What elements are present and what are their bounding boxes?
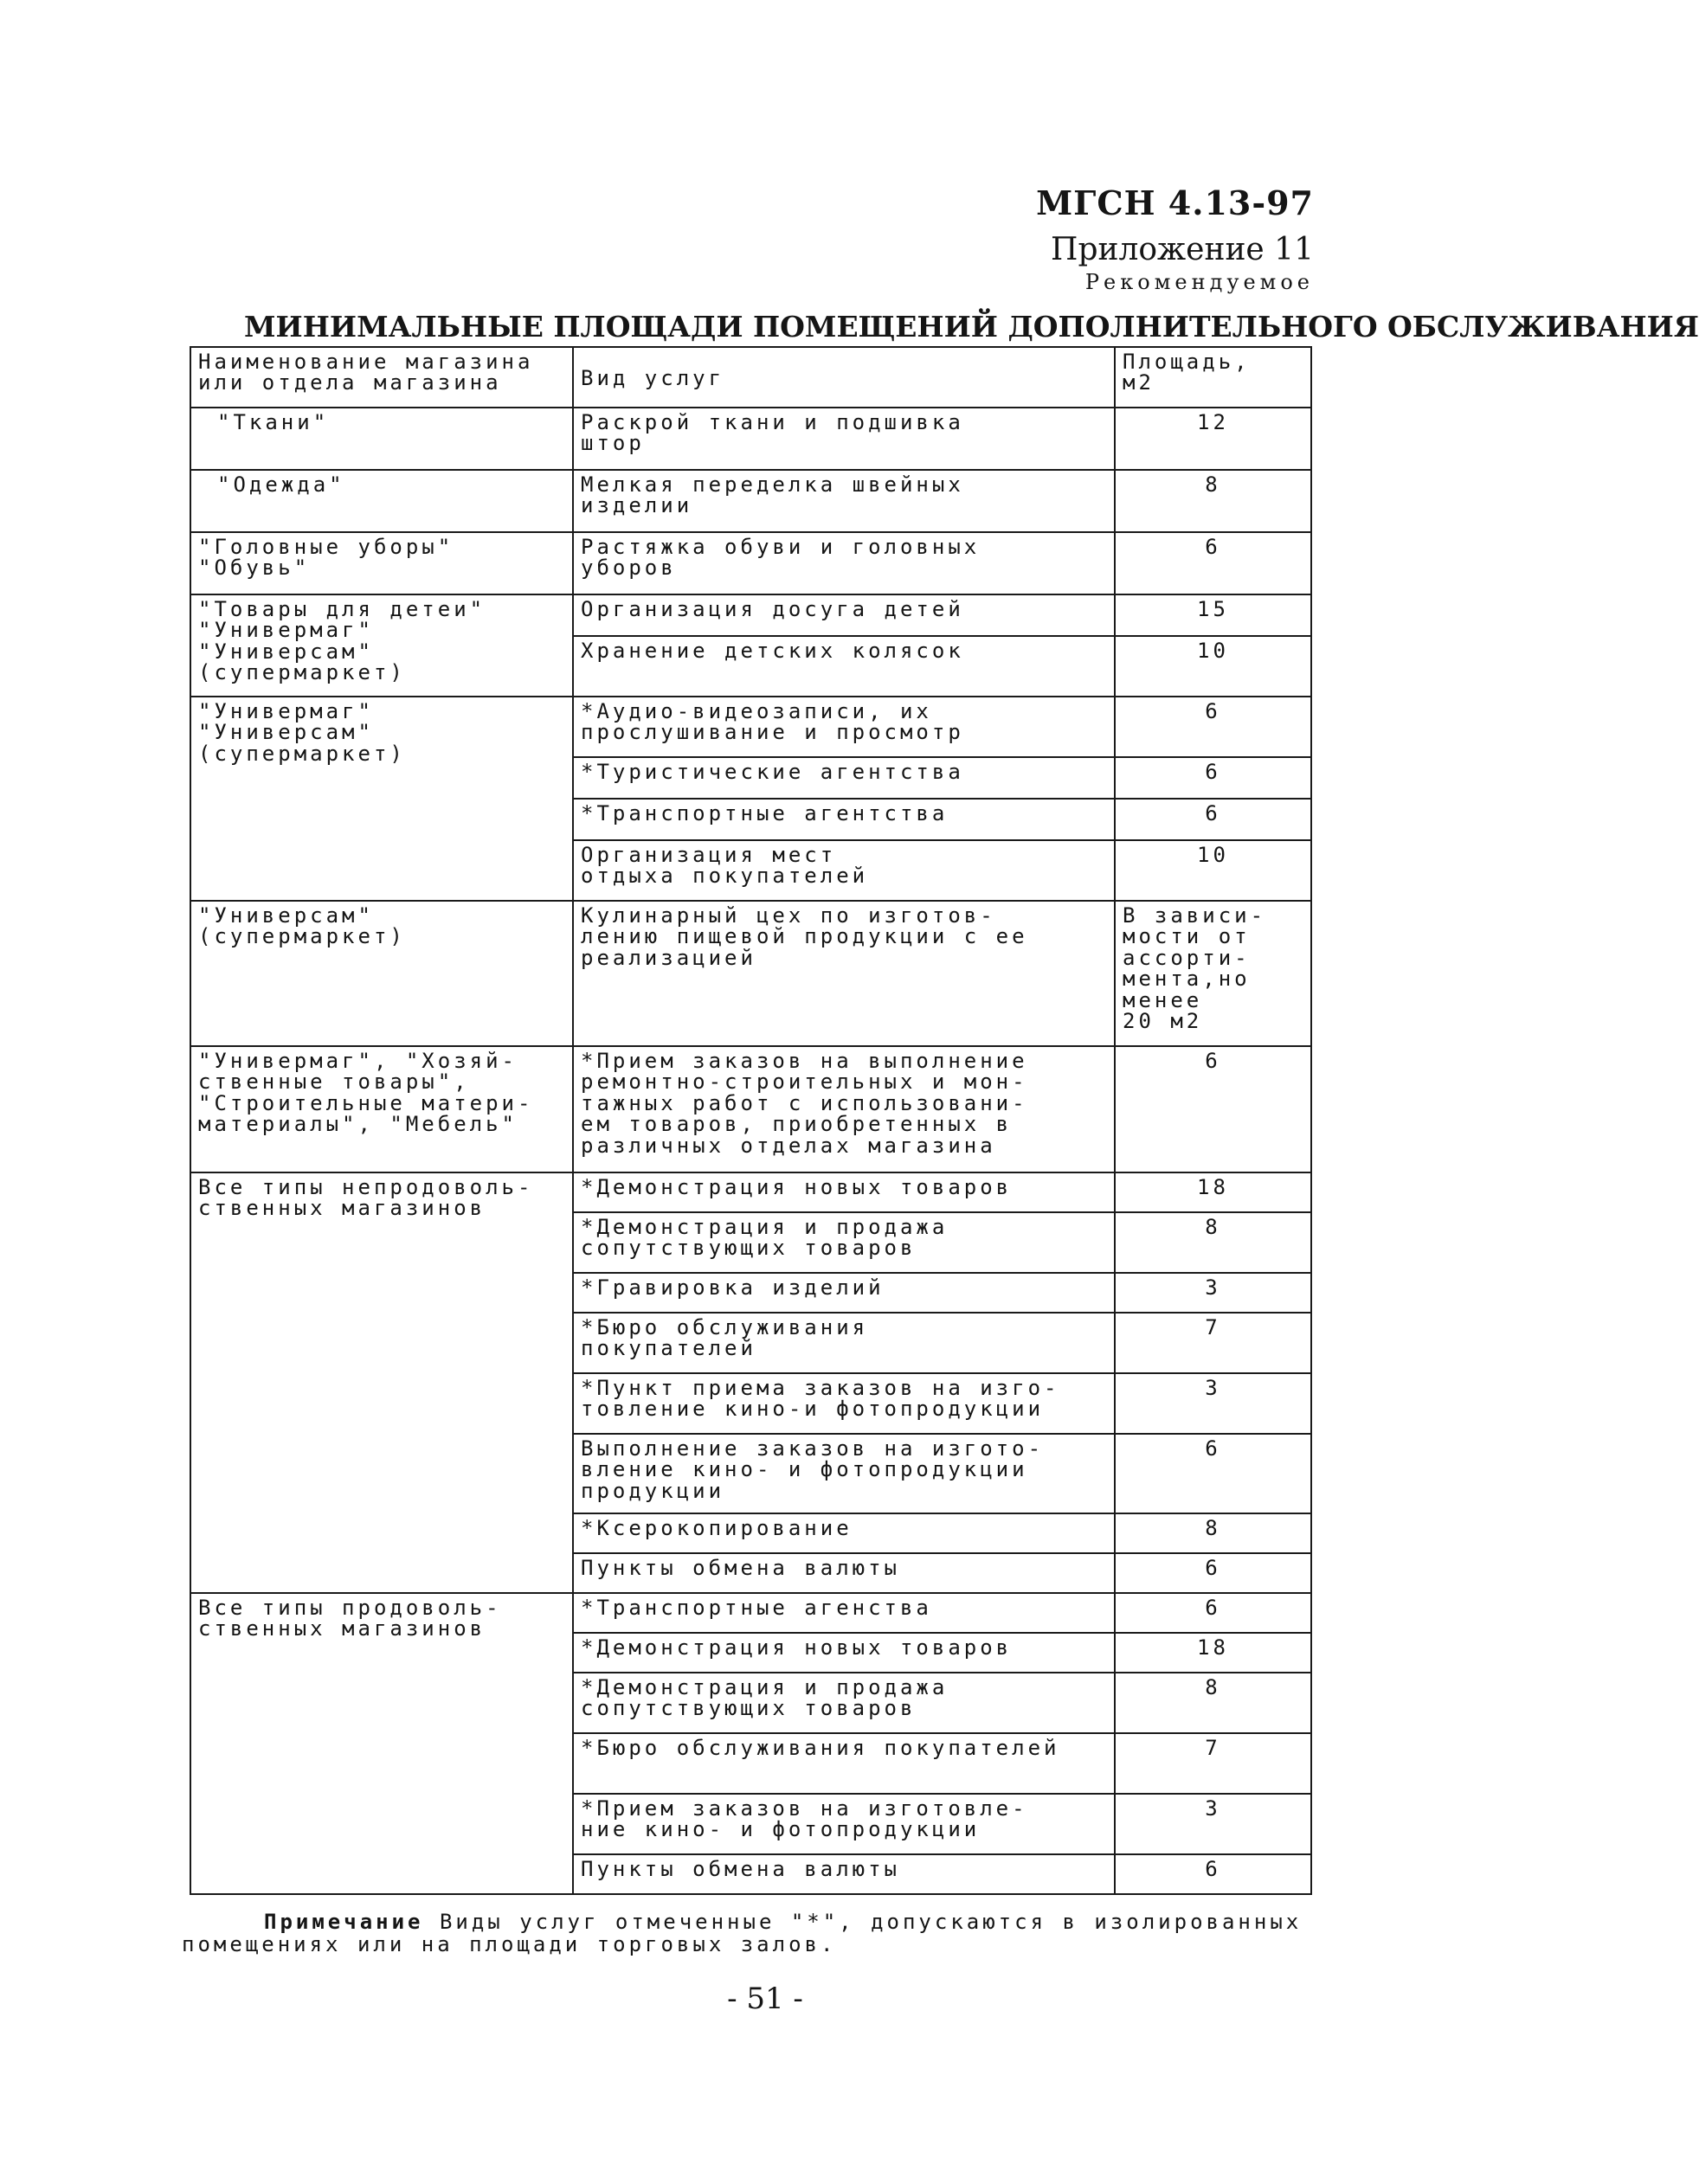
store-name-cell: "Ткани": [190, 408, 573, 470]
area-value-cell: 7: [1115, 1733, 1311, 1794]
table-body: [190, 408, 1311, 1894]
service-name-cell: Выполнение заказов на изгото- вление кино- и фотопродукции продукции: [573, 1434, 1115, 1513]
table-row: [190, 532, 1311, 594]
area-value-cell: 6: [1115, 799, 1311, 840]
service-name-cell: Раскрой ткани и подшивка штор: [573, 408, 1115, 470]
store-name-cell: "Товары для детеи" "Универмаг" "Универсам" (супермаркет): [190, 594, 573, 697]
service-name-cell: Организация мест отдыха покупателей: [573, 840, 1115, 901]
area-value-cell: 6: [1115, 532, 1311, 594]
service-name-cell: *Демонстрация новых товаров: [573, 1633, 1115, 1673]
service-name-cell: *Ксерокопирование: [573, 1513, 1115, 1553]
table-header: [190, 347, 1311, 408]
service-name-cell: *Туристические агентства: [573, 757, 1115, 799]
area-value-cell: 6: [1115, 1046, 1311, 1172]
service-name-cell: *Аудио-видеозаписи, их прослушивание и просмотр: [573, 697, 1115, 757]
area-value-cell: 6: [1115, 757, 1311, 799]
service-name-cell: Хранение детских колясок: [573, 636, 1115, 697]
service-name-cell: *Транспортные агентства: [573, 799, 1115, 840]
service-name-cell: Пункты обмена валюты: [573, 1854, 1115, 1894]
service-name-cell: *Прием заказов на изготовле- ние кино- и фотопродукции: [573, 1794, 1115, 1854]
table-row: [190, 594, 1311, 636]
area-value-cell: В зависи- мости от ассорти- мента,но менее 20 м2: [1115, 901, 1311, 1046]
table-row: [190, 697, 1311, 757]
store-name-cell: Все типы непродоволь- ственных магазинов: [190, 1172, 573, 1593]
column-header-store: Наименование магазина или отдела магазина: [190, 347, 573, 408]
column-header-service: Вид услуг: [573, 347, 1115, 408]
area-value-cell: 18: [1115, 1633, 1311, 1673]
area-value-cell: 6: [1115, 1854, 1311, 1894]
area-value-cell: 15: [1115, 594, 1311, 636]
store-name-cell: "Универмаг", "Хозяй- ственные товары", "Строительные матери- материалы", "Мебель": [190, 1046, 573, 1172]
area-value-cell: 8: [1115, 1673, 1311, 1733]
service-name-cell: *Пункт приема заказов на изго- товление кино-и фотопродукции: [573, 1373, 1115, 1434]
area-value-cell: 6: [1115, 697, 1311, 757]
area-value-cell: 3: [1115, 1373, 1311, 1434]
store-name-cell: "Одежда": [190, 470, 573, 532]
area-value-cell: 3: [1115, 1794, 1311, 1854]
table-row: [190, 1593, 1311, 1633]
page-number: - 51 -: [727, 1982, 803, 2016]
area-value-cell: 12: [1115, 408, 1311, 470]
area-value-cell: 6: [1115, 1434, 1311, 1513]
service-name-cell: *Гравировка изделий: [573, 1273, 1115, 1313]
store-name-cell: "Универсам" (супермаркет): [190, 901, 573, 1046]
footnote-text: Виды услуг отмеченные "*", допускаются в изолированных помещениях или на площади торговых залов.: [182, 1910, 1303, 1957]
area-value-cell: 6: [1115, 1553, 1311, 1593]
table-row: [190, 1046, 1311, 1172]
service-name-cell: *Бюро обслуживания покупателей: [573, 1313, 1115, 1373]
area-value-cell: 10: [1115, 840, 1311, 901]
service-name-cell: Пункты обмена валюты: [573, 1553, 1115, 1593]
area-value-cell: 18: [1115, 1172, 1311, 1212]
table-title: МИНИМАЛЬНЫЕ ПЛОЩАДИ ПОМЕЩЕНИЙ ДОПОЛНИТЕЛЬНОГО ОБСЛУЖИВАНИЯ: [244, 310, 1699, 344]
service-name-cell: *Демонстрация и продажа сопутствующих товаров: [573, 1212, 1115, 1273]
service-name-cell: *Прием заказов на выполнение ремонтно-строительных и мон- тажных работ с использовани- ем товаров, приобретенных в различных отделах магазина: [573, 1046, 1115, 1172]
appendix-label: Приложение 11: [1051, 232, 1314, 267]
column-header-area: Площадь, м2: [1115, 347, 1311, 408]
document-code: МГСН 4.13-97: [1036, 183, 1314, 222]
services-area-table: [190, 346, 1312, 1895]
table-row: [190, 470, 1311, 532]
footnote: [182, 1911, 1324, 1956]
store-name-cell: "Универмаг" "Универсам" (супермаркет): [190, 697, 573, 901]
table-row: [190, 901, 1311, 1046]
area-value-cell: 7: [1115, 1313, 1311, 1373]
service-name-cell: Растяжка обуви и головных уборов: [573, 532, 1115, 594]
service-name-cell: *Транспортные агенства: [573, 1593, 1115, 1633]
table-row: [190, 408, 1311, 470]
recommended-label: Рекомендуемое: [1084, 270, 1314, 294]
area-value-cell: 10: [1115, 636, 1311, 697]
service-name-cell: Организация досуга детей: [573, 594, 1115, 636]
area-value-cell: 6: [1115, 1593, 1311, 1633]
area-value-cell: 8: [1115, 1212, 1311, 1273]
footnote-label: Примечание: [264, 1910, 424, 1934]
service-name-cell: *Демонстрация новых товаров: [573, 1172, 1115, 1212]
service-name-cell: Кулинарный цех по изготов- лению пищевой продукции с ее реализацией: [573, 901, 1115, 1046]
service-name-cell: *Демонстрация и продажа сопутствующих товаров: [573, 1673, 1115, 1733]
service-name-cell: Мелкая переделка швейных изделии: [573, 470, 1115, 532]
area-value-cell: 3: [1115, 1273, 1311, 1313]
area-value-cell: 8: [1115, 470, 1311, 532]
store-name-cell: "Головные уборы" "Обувь": [190, 532, 573, 594]
table-row: [190, 1172, 1311, 1212]
area-value-cell: 8: [1115, 1513, 1311, 1553]
service-name-cell: *Бюро обслуживания покупателей: [573, 1733, 1115, 1794]
store-name-cell: Все типы продоволь- ственных магазинов: [190, 1593, 573, 1894]
